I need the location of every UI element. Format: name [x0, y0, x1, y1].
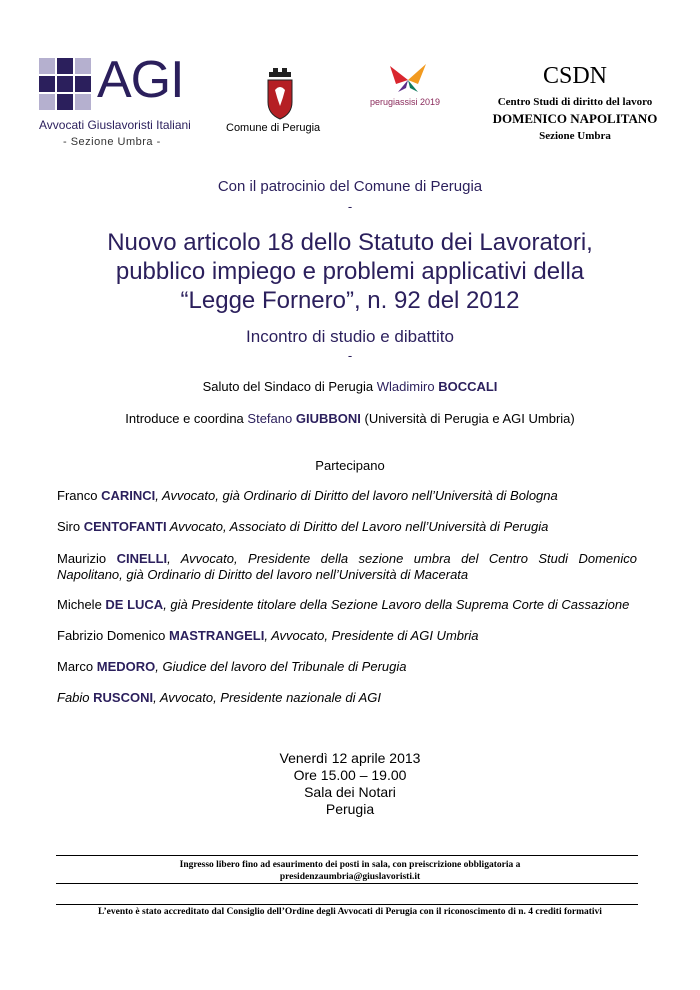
speaker-last-name: CENTOFANTI: [83, 519, 167, 534]
speaker-role: , Giudice del lavoro del Tribunale di Perugia: [155, 659, 407, 674]
speaker-role: , Avvocato, già Ordinario di Diritto del lavoro nell’Università di Bologna: [155, 488, 558, 503]
csdn-line2: DOMENICO NAPOLITANO: [492, 111, 658, 126]
entry-email: presidenzaumbria@giuslavoristi.it: [279, 872, 421, 882]
title-line-1: Nuovo articolo 18 dello Statuto dei Lavoratori,: [107, 229, 593, 256]
csdn-line3: Sezione Umbra: [539, 130, 611, 142]
greeting: [0, 379, 700, 394]
speaker-first-name: Franco: [57, 488, 98, 503]
entry-info: [0, 859, 700, 883]
patronage: Con il patrocinio del Comune di Perugia: [217, 178, 483, 195]
speaker-last-name: MASTRANGELI: [169, 628, 265, 643]
speaker-first-name: Fabio: [57, 690, 90, 705]
speaker-role: , già Presidente titolare della Sezione Lavoro della Suprema Corte di Cassazione: [163, 597, 630, 612]
speaker-last-name: CARINCI: [101, 488, 156, 503]
entry-text: Ingresso libero fino ad esaurimento dei posti in sala, con preiscrizione obbligatoria a: [179, 860, 521, 870]
speaker-last-name: RUSCONI: [93, 690, 154, 705]
divider: [56, 904, 638, 905]
greeting-first: Wladimiro: [376, 379, 435, 394]
speaker-last-name: MEDORO: [96, 659, 156, 674]
event-venue: Sala dei Notari: [304, 784, 396, 800]
perugia-logo: [222, 68, 342, 138]
speaker-first-name: Fabrizio Domenico: [57, 628, 166, 643]
event-time: Ore 15.00 – 19.00: [293, 767, 407, 783]
speaker-role: , Avvocato, Presidente di AGI Umbria: [264, 628, 479, 643]
csdn-logo: [470, 62, 680, 142]
speaker-item: [57, 628, 637, 644]
agi-subtitle: Avvocati Giuslavoristi Italiani: [39, 118, 191, 132]
speaker-first-name: Siro: [57, 519, 81, 534]
speaker-first-name: Michele: [57, 597, 102, 612]
speaker-last-name: CINELLI: [116, 551, 168, 566]
event-city: Perugia: [325, 801, 375, 817]
agi-squares-icon: [39, 58, 91, 110]
subtitle: Incontro di studio e dibattito: [246, 327, 454, 346]
event-details: [0, 750, 700, 818]
butterfly-icon: [388, 62, 428, 94]
accreditation: L’evento è stato accreditato dal Consiglio dell’Ordine degli Avvocati di Perugia con il riconoscimento di n. 4 crediti formativi: [98, 907, 602, 917]
csdn-line1: Centro Studi di diritto del lavoro: [497, 96, 653, 108]
title-line-3: “Legge Fornero”, n. 92 del 2012: [180, 287, 520, 314]
event-date: Venerdì 12 aprile 2013: [279, 750, 421, 766]
speaker-item: [57, 690, 637, 706]
speaker-role: Avvocato, Associato di Diritto del Lavoro nell’Università di Perugia: [166, 519, 549, 534]
speaker-item: [57, 488, 637, 504]
separator-2: -: [347, 348, 353, 363]
speaker-first-name: Marco: [57, 659, 94, 674]
page-title: [0, 228, 700, 315]
moderator-last: GIUBBONI: [295, 411, 361, 426]
speaker-item: [57, 551, 637, 583]
moderator-suffix: (Università di Perugia e AGI Umbria): [364, 411, 575, 426]
greeting-prefix: Saluto del Sindaco di Perugia: [202, 379, 374, 394]
speaker-role: , Avvocato, Presidente nazionale di AGI: [153, 690, 381, 705]
agi-mark: AGI: [97, 51, 184, 109]
perugia-name: Comune di Perugia: [226, 122, 321, 134]
divider: [56, 883, 638, 884]
perugia-crest-icon: [265, 68, 295, 120]
moderator-prefix: Introduce e coordina: [125, 411, 244, 426]
title-line-2: pubblico impiego e problemi applicativi della: [115, 258, 585, 285]
agi-section: - Sezione Umbra -: [63, 136, 161, 148]
separator-1: -: [347, 199, 353, 214]
moderator: [0, 411, 700, 426]
speaker-item: [57, 597, 637, 613]
greeting-last: BOCCALI: [438, 379, 498, 394]
perugiassisi-logo: [370, 62, 460, 112]
moderator-first: Stefano: [247, 411, 293, 426]
agi-logo: [39, 51, 199, 153]
speaker-item: [57, 659, 637, 675]
speaker-first-name: Maurizio: [57, 551, 107, 566]
speaker-last-name: DE LUCA: [105, 597, 164, 612]
speaker-role: , Avvocato, Presidente della sezione umbra del Centro Studi Domenico Napolitano, già Ordinario di Diritto del lavoro nell’Università di Macerata: [57, 551, 637, 582]
divider: [56, 855, 638, 856]
speaker-item: [57, 519, 637, 535]
csdn-acronym: CSDN: [542, 63, 608, 89]
perugiassisi-name: perugiassisi 2019: [370, 97, 441, 107]
participants-label: Partecipano: [315, 458, 385, 473]
